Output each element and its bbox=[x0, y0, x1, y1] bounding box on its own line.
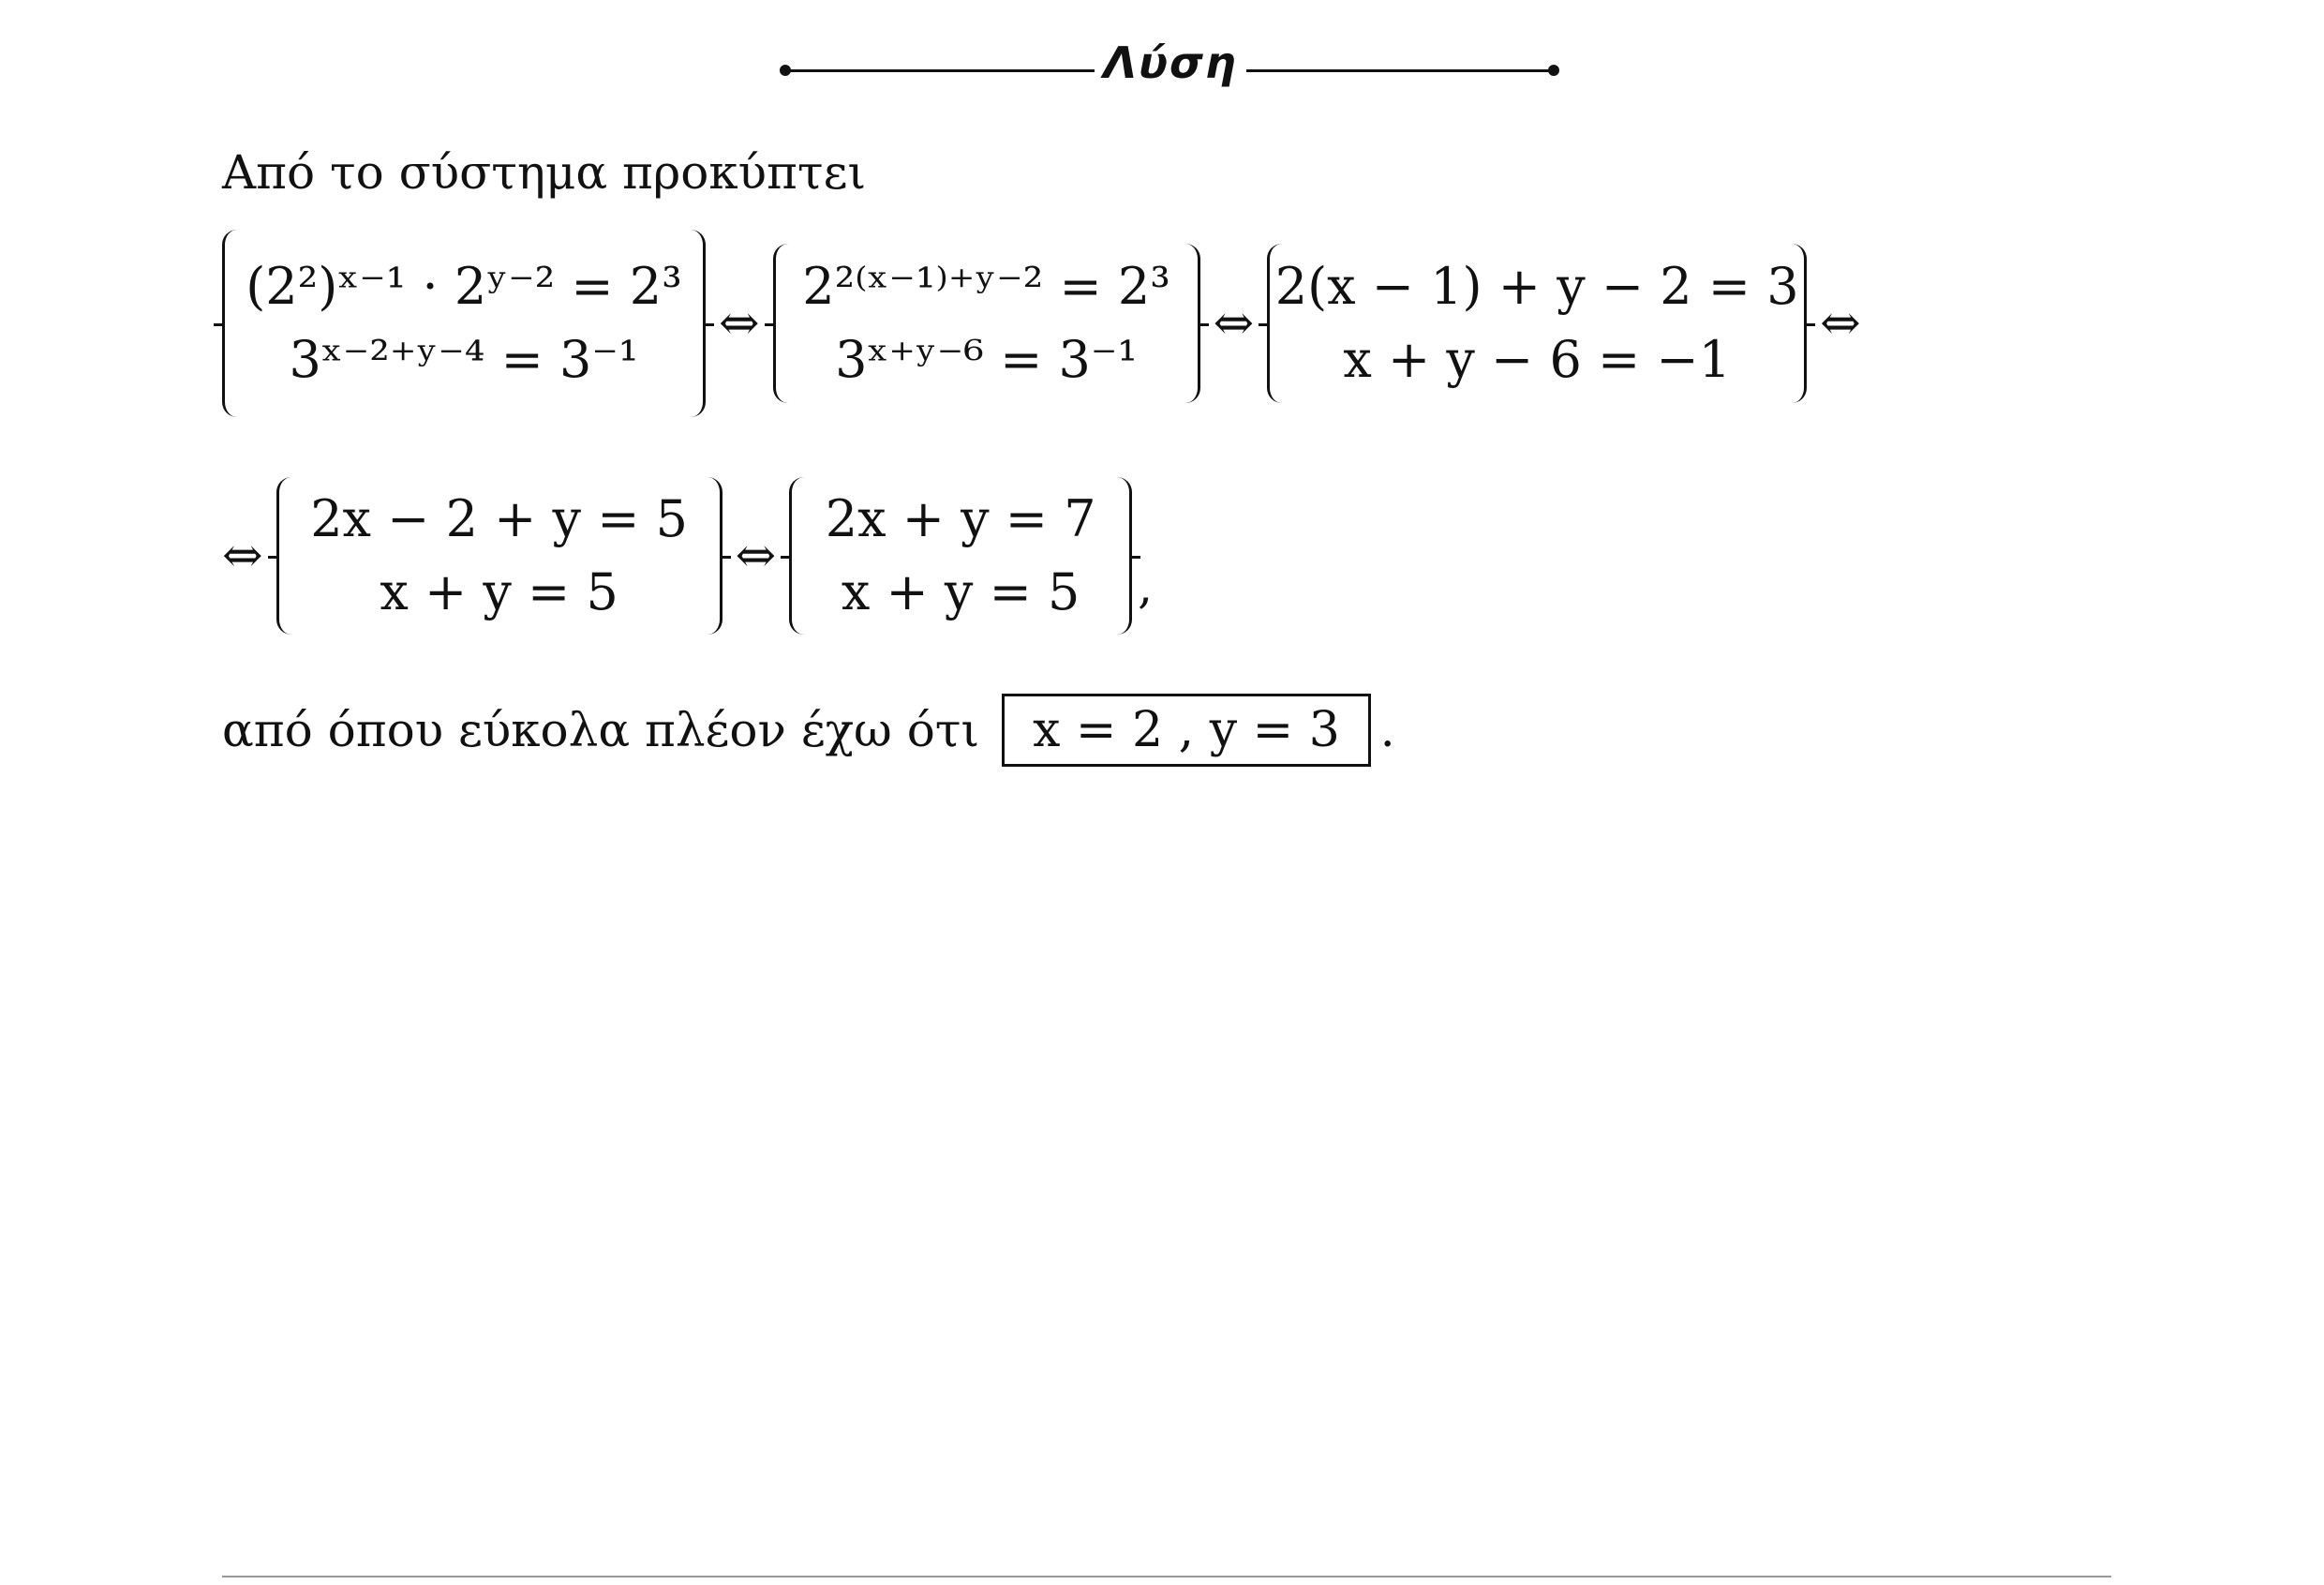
system-2-eq-1: 2²⁽ˣ⁻¹⁾⁺ʸ⁻² = 2³ bbox=[802, 257, 1170, 316]
heading-title: Λύση bbox=[1103, 37, 1238, 88]
right-brace bbox=[1107, 477, 1132, 635]
system-4-eq-1: 2x − 2 + y = 5 bbox=[310, 488, 688, 548]
trailing-comma: , bbox=[1138, 560, 1154, 614]
equation-row-1 bbox=[222, 225, 1874, 422]
iff-symbol: ⇔ bbox=[1213, 295, 1255, 351]
system-4 bbox=[276, 477, 723, 635]
right-brace bbox=[1781, 244, 1807, 403]
equation-row-2 bbox=[222, 469, 1153, 642]
system-2-eq-2: 3ˣ⁺ʸ⁻⁶ = 3⁻¹ bbox=[835, 330, 1138, 389]
right-brace bbox=[1175, 244, 1200, 403]
final-period: . bbox=[1379, 703, 1395, 757]
heading-dot-right bbox=[1548, 65, 1559, 76]
heading-rule-left bbox=[785, 69, 1095, 72]
left-brace bbox=[1267, 244, 1292, 403]
footer-rule bbox=[222, 1576, 2111, 1578]
left-brace bbox=[222, 230, 247, 417]
conclusion bbox=[222, 694, 1395, 767]
left-brace bbox=[276, 477, 302, 635]
iff-symbol: ⇔ bbox=[735, 527, 777, 584]
left-brace bbox=[789, 477, 814, 635]
system-4-eq-2: x + y = 5 bbox=[380, 561, 618, 621]
heading-rule-right bbox=[1246, 69, 1556, 72]
right-brace bbox=[680, 230, 706, 417]
system-5 bbox=[789, 477, 1132, 635]
system-1-eq-2: 3ˣ⁻²⁺ʸ⁻⁴ = 3⁻¹ bbox=[289, 330, 639, 389]
iff-symbol: ⇔ bbox=[1820, 295, 1861, 351]
left-brace bbox=[773, 244, 798, 403]
iff-symbol: ⇔ bbox=[222, 527, 263, 584]
right-brace bbox=[697, 477, 723, 635]
system-1 bbox=[222, 230, 706, 417]
system-5-eq-2: x + y = 5 bbox=[841, 561, 1080, 621]
intro-text: Από το σύστημα προκύπτει bbox=[222, 145, 867, 200]
conclusion-text: από όπου εύκολα πλέον έχω ότι bbox=[222, 703, 980, 757]
iff-symbol: ⇔ bbox=[719, 295, 760, 351]
section-heading bbox=[0, 37, 2324, 103]
system-3 bbox=[1267, 244, 1807, 403]
boxed-answer: x = 2 , y = 3 bbox=[1002, 694, 1371, 767]
system-5-eq-1: 2x + y = 7 bbox=[825, 488, 1096, 548]
system-3-eq-2: x + y − 6 = −1 bbox=[1343, 330, 1731, 389]
system-3-eq-1: 2(x − 1) + y − 2 = 3 bbox=[1274, 257, 1799, 316]
system-1-eq-1: (2²)ˣ⁻¹ · 2ʸ⁻² = 2³ bbox=[246, 257, 682, 316]
system-2 bbox=[773, 244, 1200, 403]
